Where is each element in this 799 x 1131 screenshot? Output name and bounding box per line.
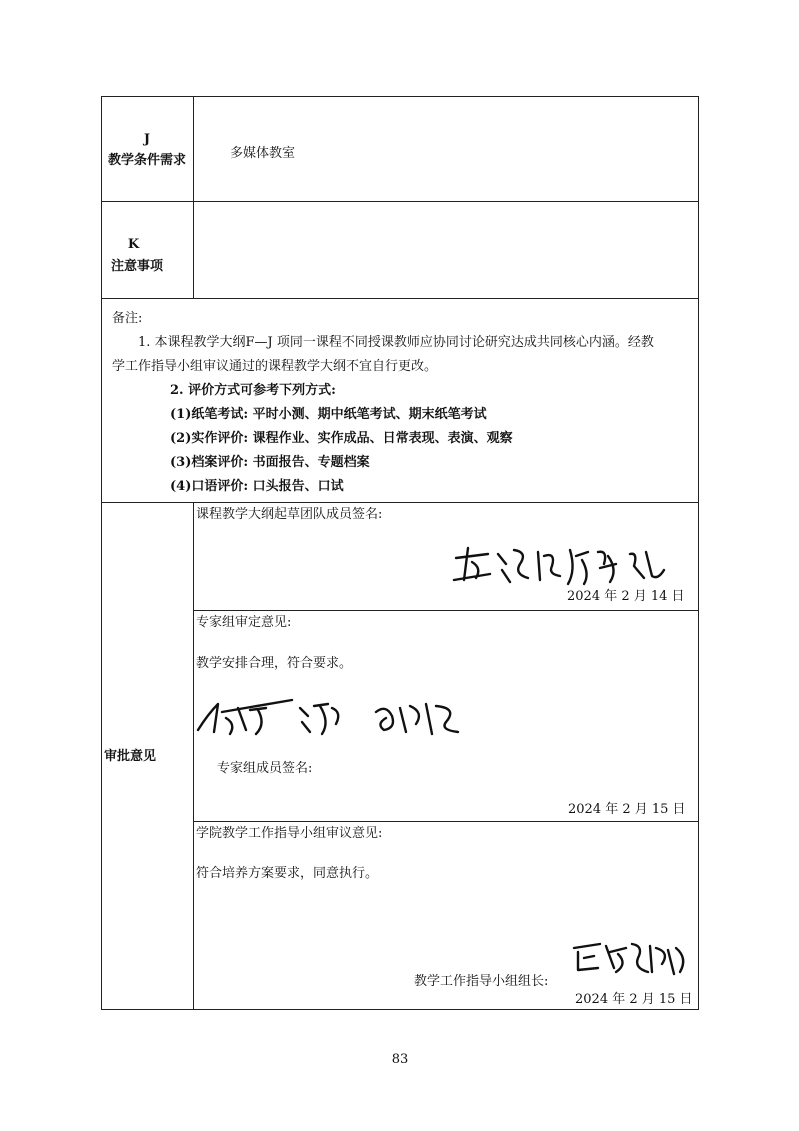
drafting-signature — [448, 540, 678, 590]
college-signature-label: 教学工作指导小组组长: — [414, 974, 549, 989]
table-right-border — [698, 96, 699, 1010]
column-divider-lower — [193, 502, 194, 1010]
approval-label: 审批意见 — [104, 749, 157, 764]
column-divider-upper — [193, 96, 194, 298]
table-top-border — [101, 96, 699, 97]
evaluation-method: (1)纸笔考试: 平时小测、期中纸笔考试、期末纸笔考试 — [170, 407, 487, 422]
row-j-letter: J — [143, 132, 151, 147]
notes-title: 备注: — [112, 311, 143, 326]
college-signature — [570, 938, 690, 983]
row-divider-notes-approval — [101, 502, 699, 503]
notes-item2-title: 2. 评价方式可参考下列方式: — [170, 383, 336, 398]
drafting-date: 2024 年 2 月 14 日 — [567, 589, 685, 604]
evaluation-method: (3)档案评价: 书面报告、专题档案 — [170, 455, 370, 470]
evaluation-method: (4)口语评价: 口头报告、口试 — [170, 479, 344, 494]
page-number: 83 — [391, 1052, 409, 1067]
row-divider-k-notes — [101, 298, 699, 299]
row-j-content: 多媒体教室 — [230, 146, 296, 161]
notes-item1-line2: 学工作指导小组审议通过的课程教学大纲不宜自行更改。 — [112, 359, 438, 374]
college-title: 学院教学工作指导小组审议意见: — [196, 826, 383, 841]
table-left-border — [101, 96, 102, 1010]
row-divider-j-k — [101, 201, 699, 202]
expert-date: 2024 年 2 月 15 日 — [568, 802, 686, 817]
college-opinion: 符合培养方案要求，同意执行。 — [196, 866, 379, 881]
drafting-title: 课程教学大纲起草团队成员签名: — [196, 507, 383, 522]
notes-item1-line1: 1. 本课程教学大纲F—J 项同一课程不同授课教师应协同讨论研究达成共同核心内涵。经教 — [138, 335, 654, 350]
table-bottom-border — [101, 1009, 699, 1010]
college-date: 2024 年 2 月 15 日 — [575, 992, 693, 1007]
expert-signature-label: 专家组成员签名: — [217, 761, 313, 776]
row-k-letter: K — [127, 237, 140, 252]
row-divider-drafting-expert — [193, 610, 699, 611]
row-j-label: 教学条件需求 — [107, 153, 186, 168]
expert-title: 专家组审定意见: — [196, 615, 292, 630]
row-k-label: 注意事项 — [110, 259, 163, 274]
evaluation-method: (2)实作评价: 课程作业、实作成品、日常表现、表演、观察 — [170, 431, 513, 446]
row-divider-expert-college — [193, 821, 699, 822]
expert-signature — [196, 694, 466, 744]
expert-opinion: 教学安排合理，符合要求。 — [196, 656, 353, 671]
